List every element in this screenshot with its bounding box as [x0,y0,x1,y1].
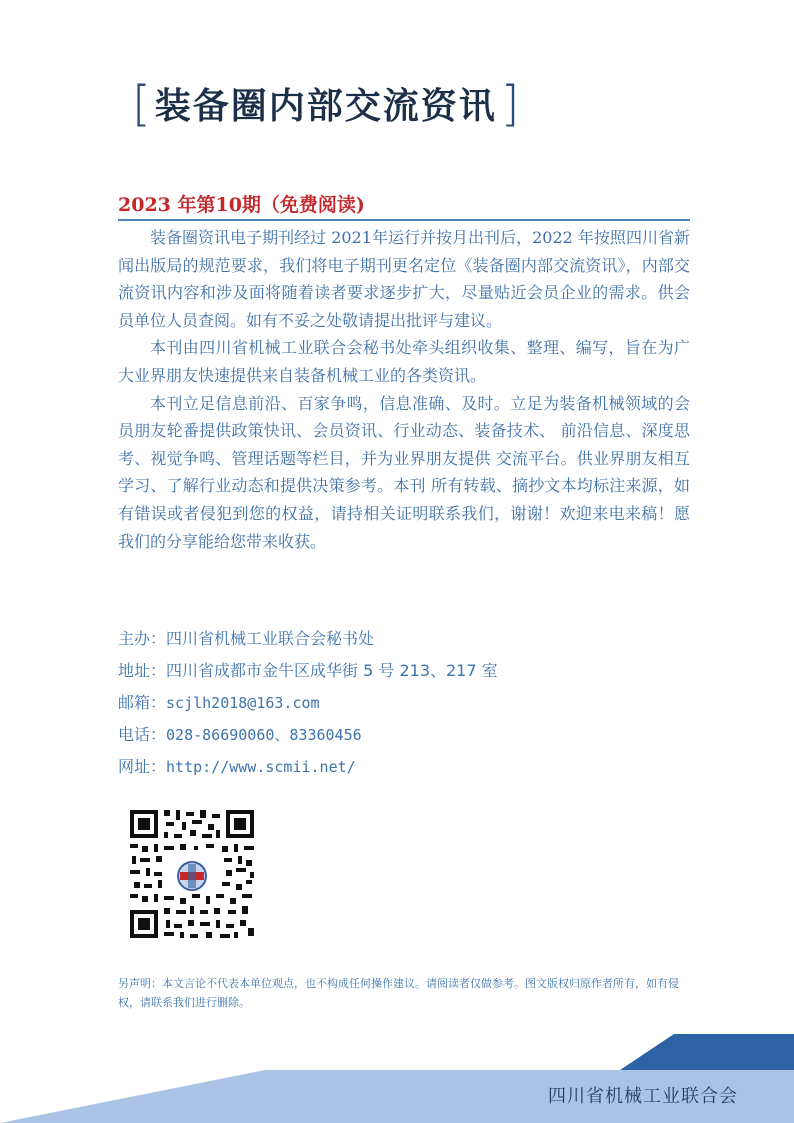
host-label: 主办： [118,629,167,648]
footer-organization: 四川省机械工业联合会 [548,1086,738,1107]
email-line [118,692,498,724]
disclaimer-text: 另声明：本文言论不代表本单位观点，也不构成任何操作建议。请阅读者仅做参考。图文版权归原作者所有，如有侵权，请联系我们进行删除。 [118,977,679,1009]
address-value: 四川省成都市金牛区成华街 5 号 213、217 室 [166,661,498,680]
address-label: 地址： [118,661,167,680]
email-label: 邮箱： [118,693,167,712]
footer-band-dark [620,1034,794,1070]
masthead-title: 装备圈内部交流资讯 [154,86,497,127]
phone-label: 电话： [118,725,167,744]
masthead-close-bracket: ] [500,75,520,132]
email-link[interactable]: scjlh2018@163.com [166,694,320,712]
qr-code-icon [128,808,256,940]
qr-code-graphic [128,808,256,940]
intro-paragraph-3: 本刊立足信息前沿、百家争鸣，信息准确、及时。立足为装备机械领域的会员朋友轮番提供政策快讯、会员资讯、行业动态、装备技术、 前沿信息、深度思考、视觉争鸣、管理话题等栏目，并为业界朋友提供 交流平台。供业界朋友相互学习、了解行业动态和提供决策参考。本刊 所有转载、摘抄文本均标注来源，如有错误或者侵犯到您的权益，请持相关证明联系我们，谢谢！欢迎来电来稿！愿我们的分享能给您带来收获。 [118,393,690,551]
contact-block [118,628,498,788]
issue-heading: 2023 年第10期（免费阅读) [118,190,690,221]
host-value: 四川省机械工业联合会秘书处 [166,629,375,648]
website-link[interactable]: http://www.scmii.net/ [166,758,356,776]
masthead-open-bracket: [ [132,75,151,132]
masthead [132,75,520,132]
intro-paragraph-2: 本刊由四川省机械工业联合会秘书处牵头组织收集、整理、编写，旨在为广大业界朋友快速提供来自装备机械工业的各类资讯。 [118,338,690,385]
phone-value: 028-86690060、83360456 [166,726,362,744]
intro-paragraph-1: 装备圈资讯电子期刊经过 2021年运行并按月出刊后，2022 年按照四川省新闻出版局的规范要求，我们将电子期刊更名定位《装备圈内部交流资讯》，内部交流资讯内容和涉及面将随着读者要求逐步扩大，尽量贴近会员企业的需求。供会员单位人员查阅。如有不妥之处敬请提出批评与建议。 [118,228,690,330]
website-line [118,756,498,788]
intro-text [118,224,690,555]
host-line [118,628,498,660]
phone-line [118,724,498,756]
address-line [118,660,498,692]
website-label: 网址： [118,757,167,776]
